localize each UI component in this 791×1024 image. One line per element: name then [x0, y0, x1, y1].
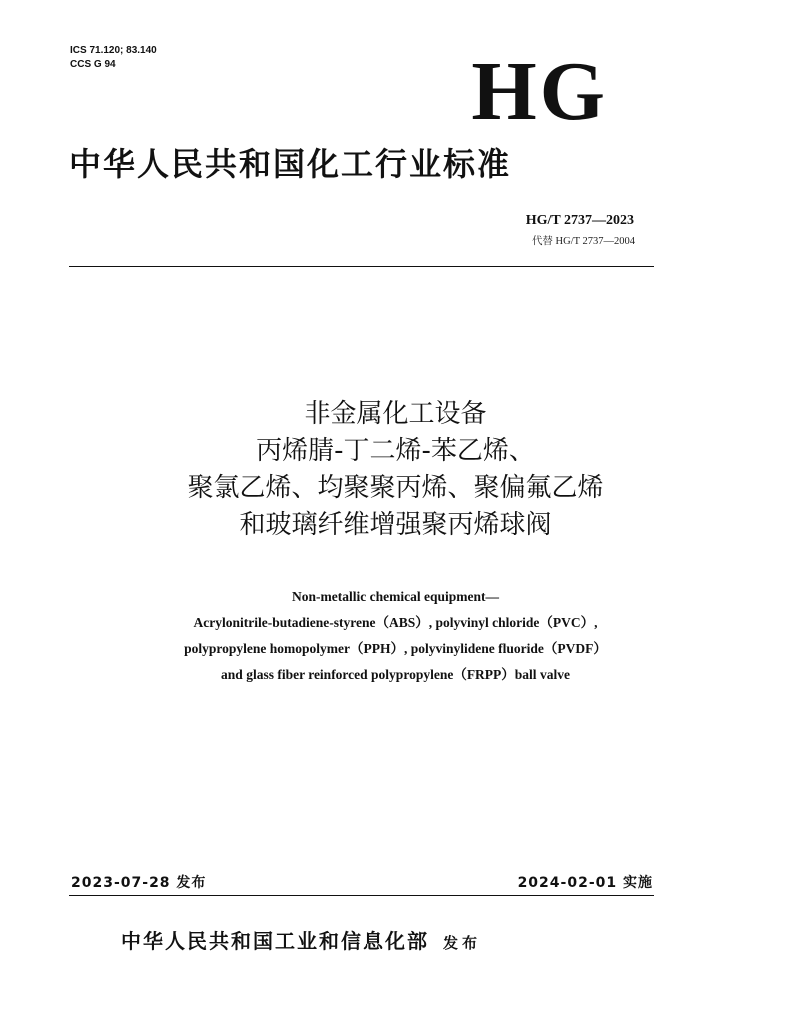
implementation-date: 2024-02-01 实施 — [517, 875, 653, 891]
title-chinese — [60, 396, 731, 544]
title-cn-line: 丙烯腈-丁二烯-苯乙烯、 — [256, 436, 535, 466]
title-cn-line: 非金属化工设备 — [304, 399, 487, 429]
standard-number: HG/T 2737—2023 — [525, 213, 634, 228]
issuer-name: 中华人民共和国工业和信息化部 — [121, 929, 429, 953]
hg-logo: HG — [471, 45, 608, 138]
issuing-authority — [121, 929, 481, 955]
title-en-line: Non-metallic chemical equipment— — [292, 589, 499, 604]
ccs-code: CCS G 94 — [70, 59, 116, 70]
replaces-standard: 代替 HG/T 2737—2004 — [531, 236, 635, 247]
standard-category-title: 中华人民共和国化工行业标准 — [69, 145, 512, 183]
title-english — [60, 584, 731, 688]
classification-codes — [70, 44, 157, 72]
header-divider — [69, 266, 654, 267]
title-cn-line: 聚氯乙烯、均聚聚丙烯、聚偏氟乙烯 — [187, 473, 604, 503]
issue-label: 发布 — [443, 934, 482, 952]
title-en-line: and glass fiber reinforced polypropylene（FRPP）ball valve — [221, 667, 570, 682]
title-en-line: Acrylonitrile-butadiene-styrene（ABS）, polyvinyl chloride（PVC）, — [193, 615, 598, 630]
title-cn-line: 和玻璃纤维增强聚丙烯球阀 — [239, 510, 552, 540]
title-en-line: polypropylene homopolymer（PPH）, polyvinylidene fluoride（PVDF） — [184, 641, 607, 656]
footer-divider — [69, 895, 654, 896]
ics-code: ICS 71.120; 83.140 — [70, 45, 157, 56]
issue-date: 2023-07-28 发布 — [71, 875, 207, 891]
